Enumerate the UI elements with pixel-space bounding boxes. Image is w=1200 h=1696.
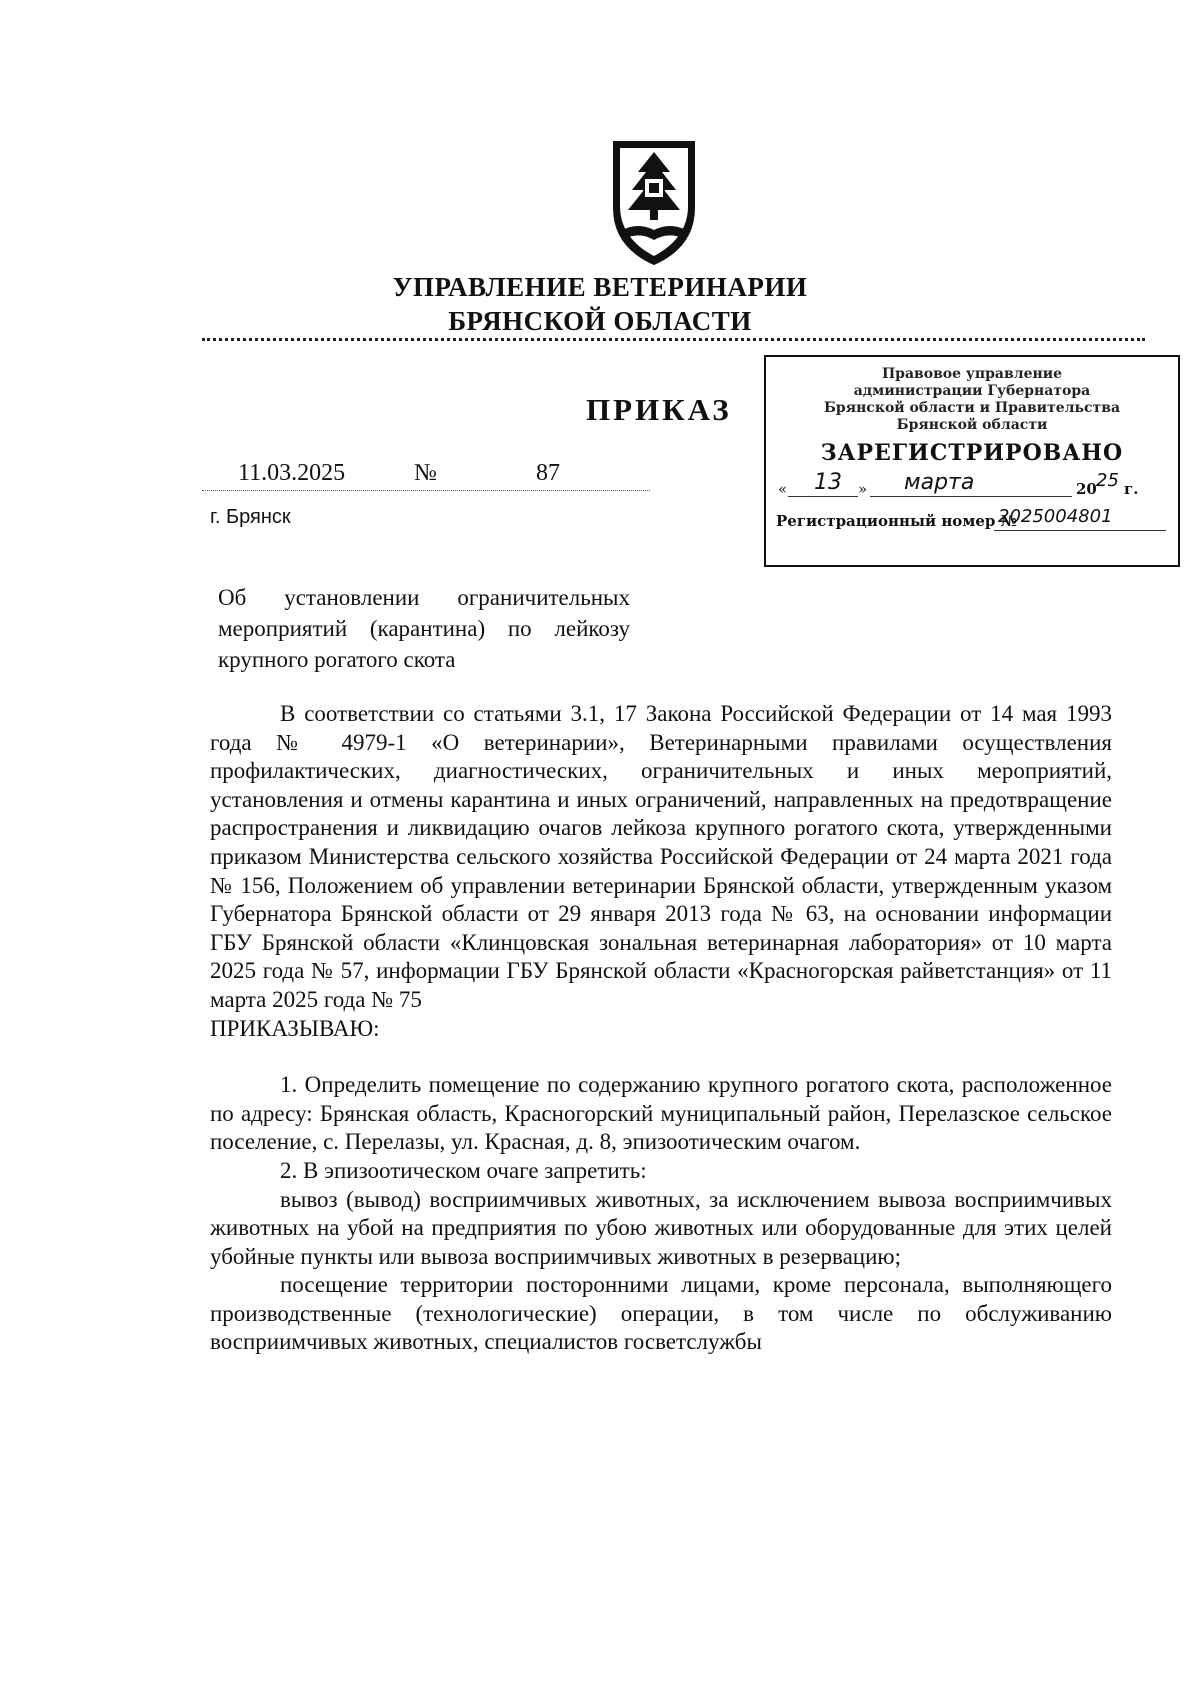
- order-word: ПРИКАЗЫВАЮ:: [210, 1015, 380, 1041]
- city: г. Брянск: [210, 506, 291, 528]
- stamp-quote-open: «: [778, 480, 788, 498]
- org-name-line1: УПРАВЛЕНИЕ ВЕТЕРИНАРИИ: [392, 272, 808, 302]
- stamp-year-hand: 25: [1096, 470, 1119, 491]
- document-number: 87: [536, 460, 560, 486]
- stamp-month: марта: [904, 470, 975, 495]
- stamp-registered: ЗАРЕГИСТРИРОВАНО: [820, 440, 1124, 466]
- preamble-paragraph: В соответствии со статьями 3.1, 17 Закона Российской Федерации от 14 мая 1993 года № 4979-1 «О ветеринарии», Ветеринарными правилами осуществления профилактических, диагностических, ограничительных и иных мероприятий, установления и отмены карантина и иных ограничений, направленных на предотвращение распространения и ликвидацию очагов лейкоза крупного рогатого скота, утвержденными приказом Министерства сельского хозяйства Российской Федерации от 24 марта 2021 года № 156, Положением об управлении ветеринарии Брянской области, утвержденным указом Губернатора Брянской области от 29 января 2013 года № 63, на основании информации ГБУ Брянской области «Клинцовская зональная ветеринарная лаборатория» от 10 марта 2025 года № 57, информации ГБУ Брянской области «Красногорская райветстанция» от 11 марта 2025 года № 75: [210, 701, 1112, 1012]
- registration-stamp: [764, 355, 1180, 567]
- stamp-reg-number: 2025004801: [998, 506, 1113, 527]
- stamp-line4: Брянской области: [896, 417, 1048, 433]
- order-item-2-ban-visits: посещение территории посторонними лицами, кроме персонала, выполняющего производственные (технологические) операции, в том числе по обслуживанию восприимчивых животных, специалистов госветслужбы: [210, 1272, 1112, 1355]
- header-divider: [202, 338, 1145, 341]
- stamp-day: 13: [814, 470, 842, 495]
- document-date: 11.03.2025: [238, 460, 346, 486]
- stamp-reg-number-line: [766, 504, 1178, 534]
- stamp-date: [766, 470, 1178, 504]
- document-body: [210, 700, 1112, 1357]
- date-number-line: [202, 460, 650, 491]
- stamp-quote-close: »: [858, 480, 868, 498]
- document-subject: Об установлении ограничительных мероприятий (карантина) по лейкозу крупного рогатого скота: [218, 585, 630, 672]
- stamp-line2: администрации Губернатора: [853, 383, 1091, 399]
- order-item-2-ban-export: вывоз (вывод) восприимчивых животных, за исключением вывоза восприимчивых животных на убой на предприятия по убою животных или оборудованные для этих целей убойные пункты или вывоза восприимчивых животных в резервацию;: [210, 1186, 1112, 1269]
- org-name-line2: БРЯНСКОЙ ОБЛАСТИ: [448, 306, 752, 336]
- stamp-line3: Брянской области и Правительства: [823, 400, 1121, 416]
- coat-of-arms-emblem: [608, 138, 700, 268]
- stamp-year-prefix: 20: [1076, 480, 1097, 498]
- stamp-reg-label: Регистрационный номер №: [776, 512, 1017, 530]
- order-item-1: 1. Определить помещение по содержанию крупного рогатого скота, расположенное по адресу: Брянская область, Красногорский муниципальный район, Перелазское сельское поселение, с. Перелазы, ул. Красная, д. 8, эпизоотическим очагом.: [210, 1072, 1112, 1155]
- stamp-year-suffix: г.: [1124, 480, 1139, 498]
- stamp-line1: Правовое управление: [881, 366, 1063, 382]
- number-label: №: [414, 460, 437, 486]
- order-item-2: 2. В эпизоотическом очаге запретить:: [280, 1157, 647, 1183]
- document-title: ПРИКАЗ: [586, 392, 732, 427]
